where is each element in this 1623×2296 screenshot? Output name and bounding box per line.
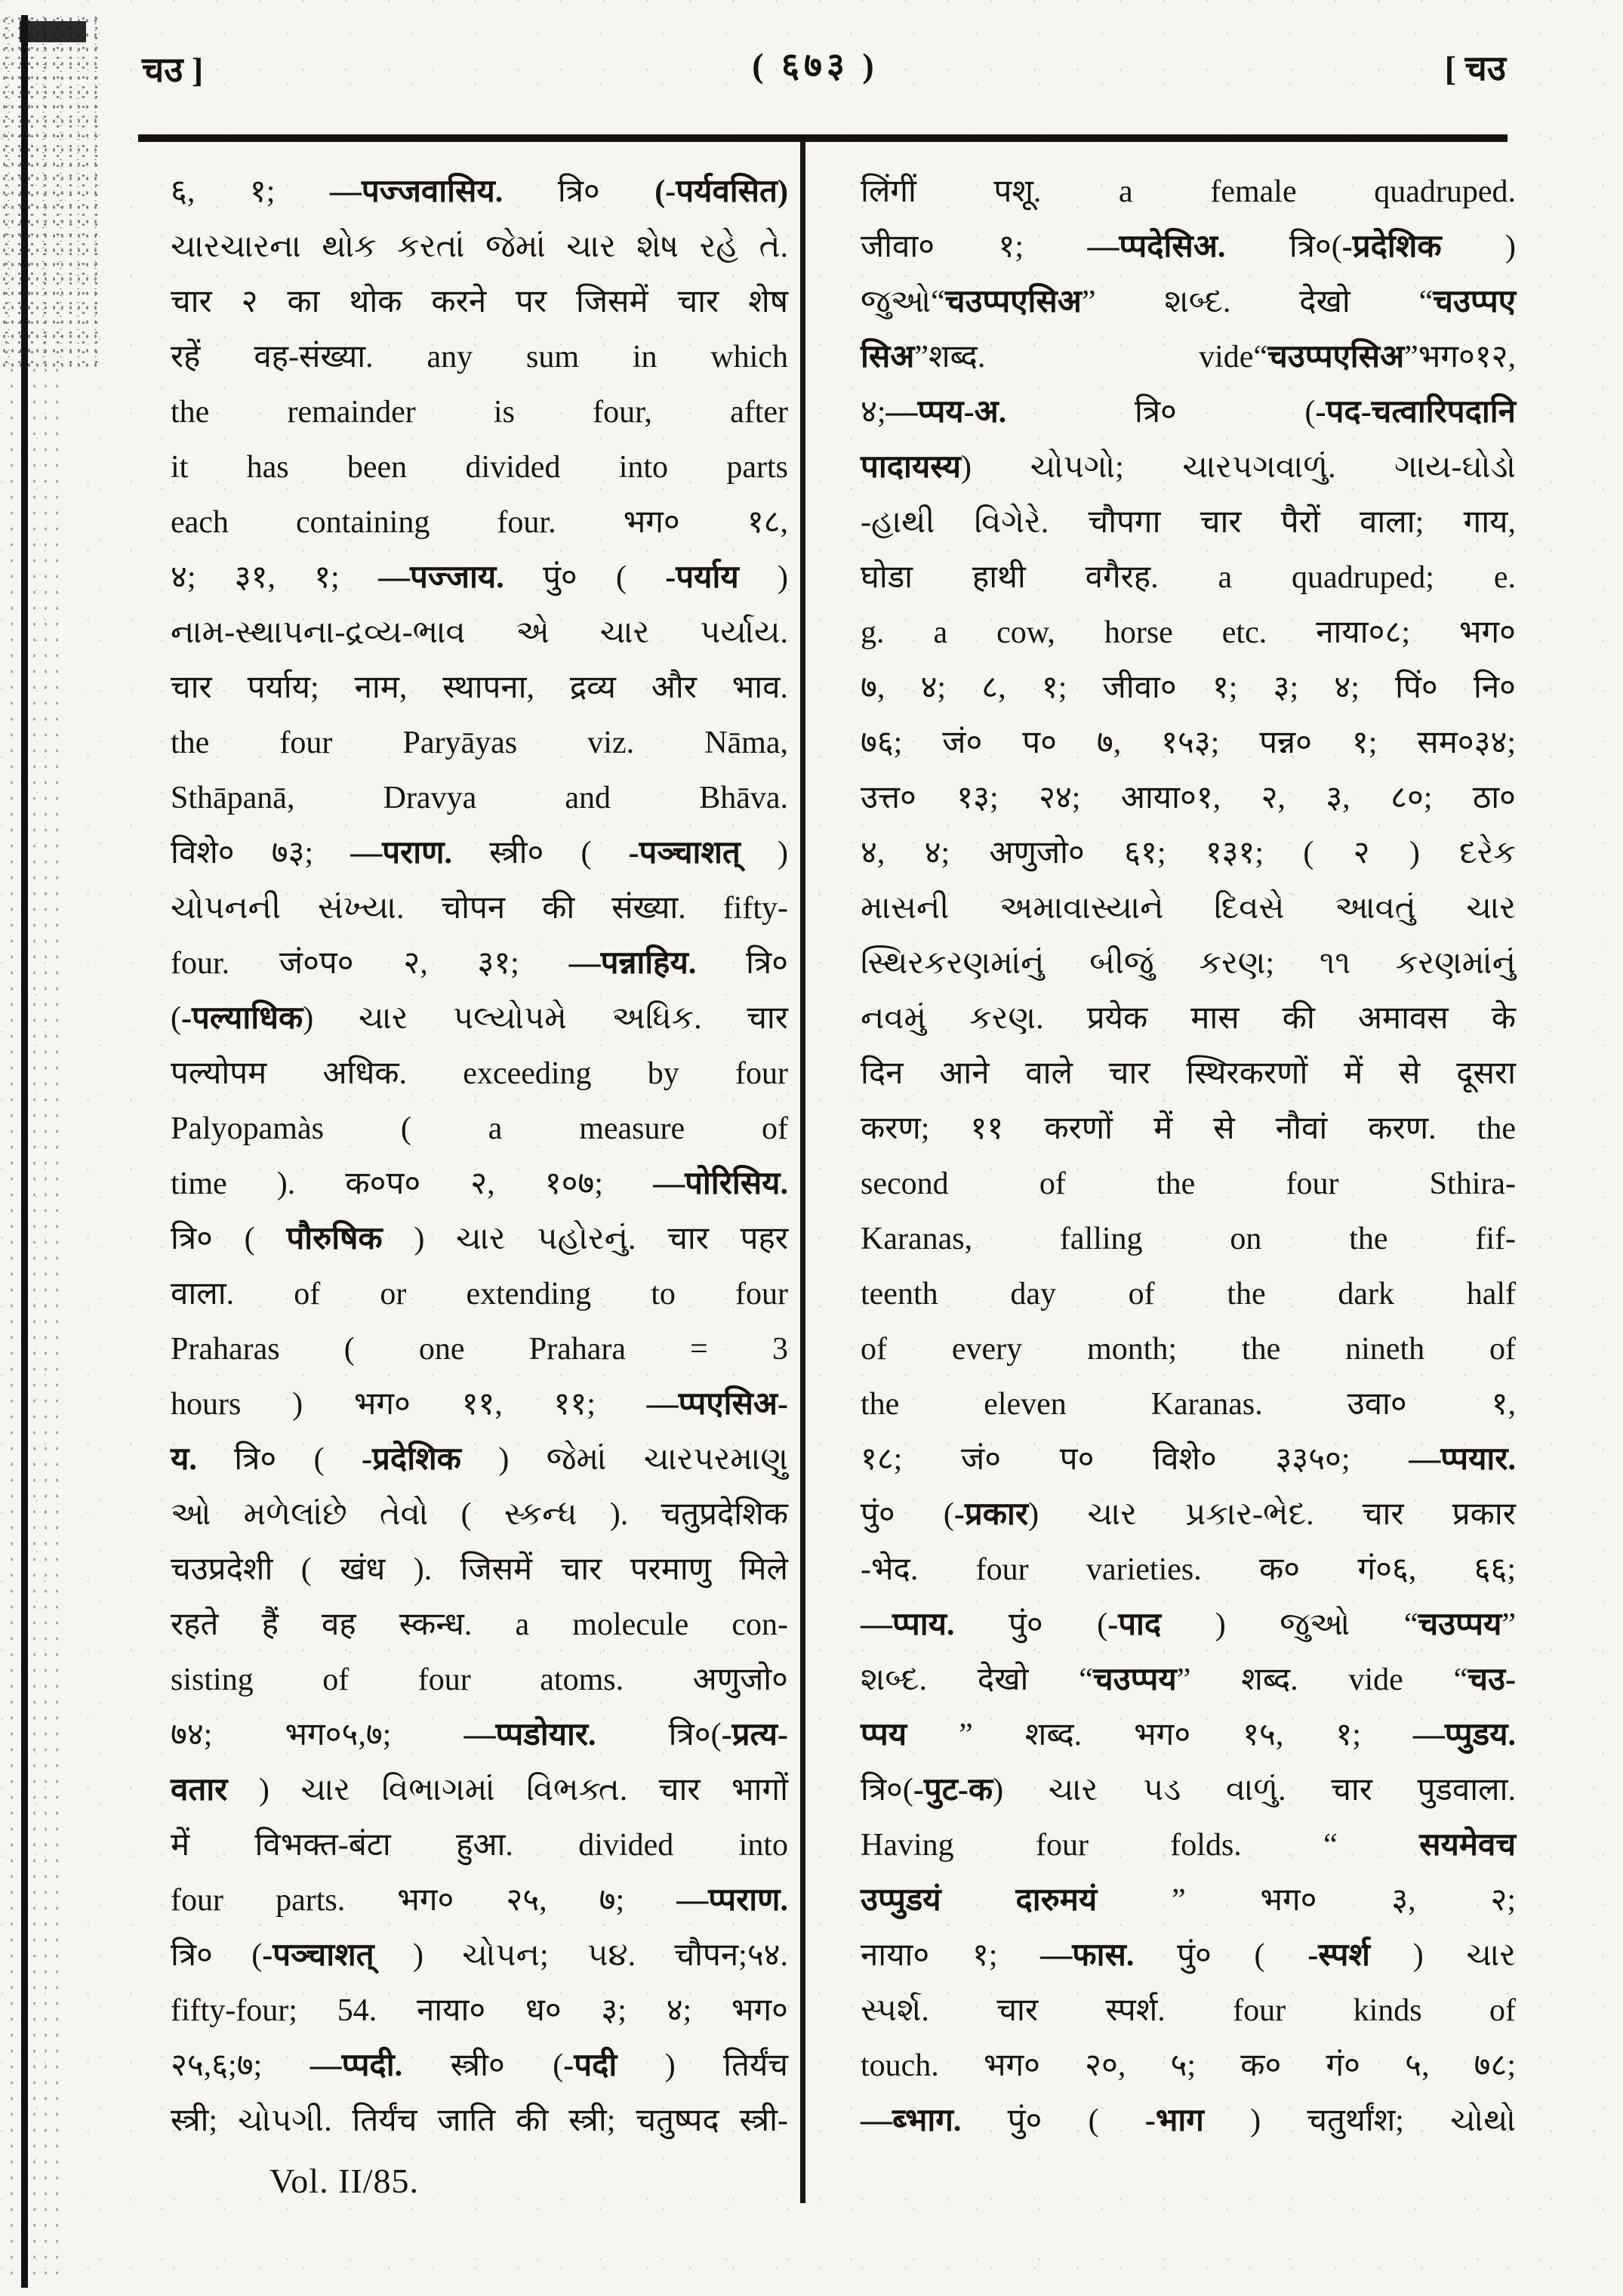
text-line: g. a cow, horse etc. नाया०८; भग० [861,615,1516,650]
text-line: four. जं०प० २, ३१; —पन्नाहिय. त्रि० [171,946,788,981]
text-line: वतार ) ચાર વિભાગમાં વિભક્ત. चार भागों [171,1773,788,1808]
volume-footer: Vol. II/85. [269,2162,419,2200]
text-line: घोडा हाथी वगैरह. a quadruped; e. [861,560,1516,595]
text-line: Sthāpanā, Dravya and Bhāva. [171,781,788,815]
header-guide-word-right: [ चउ [1444,49,1506,88]
text-line: १८; जं० प० विशे० ३३५०; —प्पयार. [861,1442,1516,1477]
text-line: ચોપનની સંખ્યા. चोपन की संख्या. fifty- [171,891,788,926]
text-line: चार पर्याय; नाम, स्थापना, द्रव्य और भाव. [171,670,788,705]
text-line: त्रि०(-पुट-क) ચાર પડ વાળું. चार पुडवाला. [861,1773,1516,1808]
text-line: touch. भग० २०, ५; क० गं० ५, ७८; [861,2048,1516,2083]
text-line: -भेद. four varieties. क० गं०६, ६६; [861,1552,1516,1587]
text-line: रहें वह-संख्या. any sum in which [171,340,788,374]
text-line: पादायस्य) ચોપગો; ચારપગવાળું. ગાય-ઘોડો [861,450,1516,485]
text-line: Having four folds. “ सयमेवच [861,1828,1516,1863]
text-line: second of the four Sthira- [861,1166,1516,1201]
text-line: teenth day of the dark half [861,1277,1516,1311]
text-line: શબ્દ. देखो “चउप्पय” शब्द. vide “चउ- [861,1663,1516,1697]
left-column [171,165,788,2149]
text-line: उत्त० १३; २४; आया०१, २, ३, ८०; ठा० [861,781,1516,815]
text-line: four parts. भग० २५, ७; —प्पराण. [171,1883,788,1918]
text-line: विशे० ७३; —पराण. स्त्री० ( -पञ्चाशत् ) [171,836,788,871]
column-divider-rule [800,142,805,2203]
text-line: उप्पुडयं दारुमयं ” भग० ३, २; [861,1883,1516,1918]
text-line: ઓ મળેલાંછે તેવો ( સ્કન્ધ ). चतुप्रदेशिक [171,1497,788,1532]
text-line: सिअ”शब्द. vide“चउप्पएसिअ”भग०१२, [861,340,1516,374]
text-line: —ब्भाग. पुं० ( -भाग ) चतुर्थांश; ચોથો [861,2103,1516,2138]
text-line: २५,६;७; —प्पदी. स्त्री० (-पदी ) तिर्यंच [171,2048,788,2083]
text-line: पुं० (-प्रकार) ચાર પ્રકાર-ભેદ. चार प्रकार [861,1497,1516,1532]
text-line: -હાથી વિગેરે. चौपगा चार पैरों वाला; गाय, [861,505,1516,540]
text-line: the four Paryāyas viz. Nāma, [171,726,788,760]
header-rule [138,134,1508,142]
text-line: (-पल्याधिक) ચાર પલ્યોપમે અધિક. चार [171,1001,788,1036]
text-line: दिन आने वाले चार स्थिरकरणों में से दूसरा [861,1056,1516,1091]
scan-edge-smudge [20,21,86,42]
text-line: चउप्रदेशी ( खंध ). जिसमें चार परमाणु मिले [171,1552,788,1587]
scan-edge-noise-tail [6,362,59,2280]
text-line: नाया० १; —फास. पुं० ( -स्पर्श ) ચાર [861,1938,1516,1973]
text-line: time ). क०प० २, १०७; —पोरिसिय. [171,1166,788,1201]
text-line: में विभक्त-बंटा हुआ. divided into [171,1828,788,1863]
page-header [0,41,1623,101]
text-line: जीवा० १; —प्पदेसिअ. त्रि०(-प्रदेशिक ) [861,230,1517,264]
text-line: Karanas, falling on the fif- [861,1222,1516,1256]
header-guide-word-left: चउ ] [142,51,204,89]
text-line: each containing four. भग० १८, [171,505,788,540]
text-line: करण; ११ करणों में से नौवां करण. the [861,1111,1516,1146]
text-line: प्पय ” शब्द. भग० १५, १; —प्पुडय. [861,1718,1516,1752]
text-line: य. त्रि० ( -प्रदेशिक ) જેમાં ચારપરમાણુ [171,1442,788,1477]
page-number: ( ६७३ ) [752,46,879,85]
text-line: त्रि० (-पञ्चाशत् ) ચોપન; ૫૪. चौपन;५४. [171,1938,788,1973]
text-line: fifty-four; 54. नाया० ध० ३; ४; भग० [171,1993,788,2028]
text-line: त्रि० ( पौरुषिक ) ચાર પહોરનું. चार पहर [171,1222,789,1256]
text-line: स्त्री; ચોપગી. तिर्यंच जाति की स्त्री; चतुष्पद स्त्री- [171,2103,788,2138]
text-line: માસની અમાવાસ્યાને દિવસે આવતું ચાર [861,891,1516,926]
text-line: નામ-સ્થાપના-દ્રવ્ય-ભાવ એ ચાર પર્યાય. [171,615,788,650]
right-column [861,165,1516,2149]
text-line: Palyopamàs ( a measure of [171,1111,788,1146]
text-line: જુઓ“चउप्पएसिअ” શબ્દ. देखो “चउप्पए [861,285,1516,319]
text-line: ४, ४; अणुजो० ६१; १३१; ( २ ) દરેક [861,836,1516,871]
text-line: ७४; भग०५,७; —प्पडोयार. त्रि०(-प्रत्य- [171,1718,788,1752]
text-line: નવમું કરણ. प्रयेक मास की अमावस के [861,1001,1516,1036]
text-line: ચારચારના થોક કરતાં જેમાં ચાર શેષ રહે તે. [171,230,788,264]
text-line: ७६; जं० प० ७, १५३; पन्न० १; सम०३४; [861,726,1516,760]
text-line: लिंगीं पशू. a female quadruped. [861,174,1516,209]
text-line: —प्पाय. पुं० (-पाद ) જુઓ “चउप्पय” [861,1607,1516,1642]
text-line: સ્થિરકરણમાંનું બીજું કરણ; ૧૧ કરણમાંનું [861,946,1516,981]
text-line: hours ) भग० ११, ११; —प्पएसिअ- [171,1387,788,1422]
text-line: sisting of four atoms. अणुजो० [171,1663,788,1697]
text-line: the eleven Karanas. उवा० १, [861,1387,1516,1422]
text-line: સ્પર્શ. चार स्पर्श. four kinds of [861,1993,1516,2028]
text-line: पल्योपम अधिक. exceeding by four [171,1056,788,1091]
text-line: ४;—प्पय-अ. त्रि० (-पद-चत्वारिपदानि [861,395,1516,430]
text-line: चार २ का थोक करने पर जिसमें चार शेष [171,285,788,319]
text-line: वाला. of or extending to four [171,1277,788,1311]
text-line: ४; ३१, १; —पज्जाय. पुं० ( -पर्याय ) [171,560,788,595]
text-line: the remainder is four, after [171,395,788,430]
text-line: Praharas ( one Prahara = 3 [171,1332,788,1367]
text-line: रहते हैं वह स्कन्ध. a molecule con- [171,1607,788,1642]
text-line: ६, १; —पज्जवासिय. त्रि० (-पर्यवसित) [171,174,788,209]
text-line: ७, ४; ८, १; जीवा० १; ३; ४; पिं० नि० [861,670,1516,705]
text-line: of every month; the nineth of [861,1332,1516,1367]
text-line: it has been divided into parts [171,450,788,485]
